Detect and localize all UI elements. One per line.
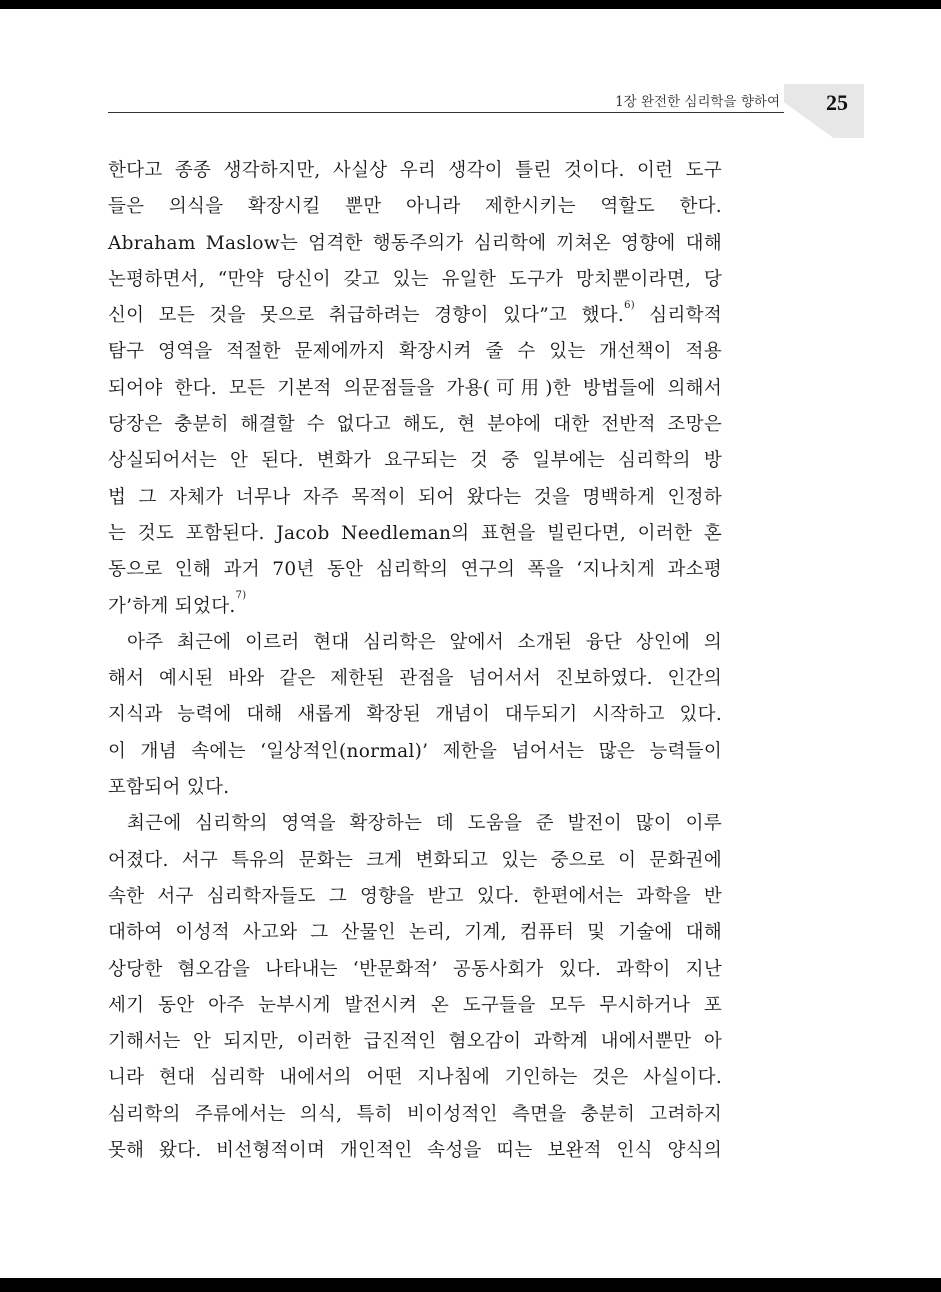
page-number: 25 [826,90,848,115]
text-line: 기해서는 안 되지만, 이러한 급진적인 혐오감이 과학계 내에서뿐만 아 [108,1031,722,1053]
text-line: 해서 예시된 바와 같은 제한된 관점을 넘어서서 진보하였다. 인간의 [108,668,722,690]
body-text [108,153,722,1169]
text-line: 동으로 인해 과거 70년 동안 심리학의 연구의 폭을 ‘지나치게 과소평 [108,559,722,581]
text-span: 심리학적 [634,305,722,327]
text-line: 는 것도 포함된다. Jacob Needleman의 표현을 빌린다면, 이러한 혼 [108,522,722,544]
bottom-border-bar [0,1278,941,1292]
top-border-bar [0,0,941,9]
text-line: 상당한 혐오감을 나타내는 ‘반문화적’ 공동사회가 있다. 과학이 지난 [108,958,722,980]
text-line: 한다고 종종 생각하지만, 사실상 우리 생각이 틀린 것이다. 이런 도구 [108,160,722,181]
text-line: 되어야 한다. 모든 기본적 의문점들을 가용(可用)한 방법들에 의해서 [108,377,722,399]
text-line: Abraham Maslow는 엄격한 행동주의가 심리학에 끼쳐온 영향에 대해 [108,232,722,254]
text-line: 법 그 자체가 너무나 자주 목적이 되어 왔다는 것을 명백하게 인정하 [108,486,722,508]
text-span: 가’하게 되었다. [108,595,236,617]
text-line: 논평하면서, “만약 당신이 갖고 있는 유일한 도구가 망치뿐이라면, 당 [108,268,722,290]
text-line: 심리학의 주류에서는 의식, 특히 비이성적인 측면을 충분히 고려하지 [108,1103,722,1125]
text-line: 최근에 심리학의 영역을 확장하는 데 도움을 준 발전이 많이 이루 [127,813,722,835]
text-line: 상실되어서는 안 된다. 변화가 요구되는 것 중 일부에는 심리학의 방 [108,450,722,472]
footnote-marker: 6) [624,300,635,312]
text-line: 못해 왔다. 비선형적이며 개인적인 속성을 띠는 보완적 인식 양식의 [108,1140,722,1162]
footnote-marker: 7) [235,590,247,602]
text-line: 세기 동안 아주 눈부시게 발전시켜 온 도구들을 모두 무시하거나 포 [108,994,722,1016]
text-line: 당장은 충분히 해결할 수 없다고 해도, 현 분야에 대한 전반적 조망은 [108,414,722,436]
text-line: 이 개념 속에는 ‘일상적인(normal)’ 제한을 넘어서는 많은 능력들이 [108,740,722,762]
running-header [108,82,784,113]
chapter-title: 1장 완전한 심리학을 향하여 [615,94,780,110]
text-line-with-footnote [108,589,722,625]
text-line: 들은 의식을 확장시킬 뿐만 아니라 제한시키는 역할도 한다. [108,196,722,218]
text-line: 지식과 능력에 대해 새롭게 확장된 개념이 대두되기 시작하고 있다. [108,704,722,726]
text-line: 탐구 영역을 적절한 문제에까지 확장시켜 줄 수 있는 개선책이 적용 [108,341,722,363]
text-span: 신이 모든 것을 못으로 취급하려는 경향이 있다”고 했다. [108,305,625,327]
text-line: 니라 현대 심리학 내에서의 어떤 지나침에 기인하는 것은 사실이다. [108,1067,722,1089]
text-line-with-footnote [108,298,722,334]
text-line: 속한 서구 심리학자들도 그 영향을 받고 있다. 한편에서는 과학을 반 [108,885,722,907]
text-line: 아주 최근에 이르러 현대 심리학은 앞에서 소개된 융단 상인에 의 [127,631,722,653]
text-line: 대하여 이성적 사고와 그 산물인 논리, 기계, 컴퓨터 및 기술에 대해 [108,922,722,944]
text-line: 어졌다. 서구 특유의 문화는 크게 변화되고 있는 중으로 이 문화권에 [108,849,722,871]
text-line: 포함되어 있다. [108,777,230,799]
